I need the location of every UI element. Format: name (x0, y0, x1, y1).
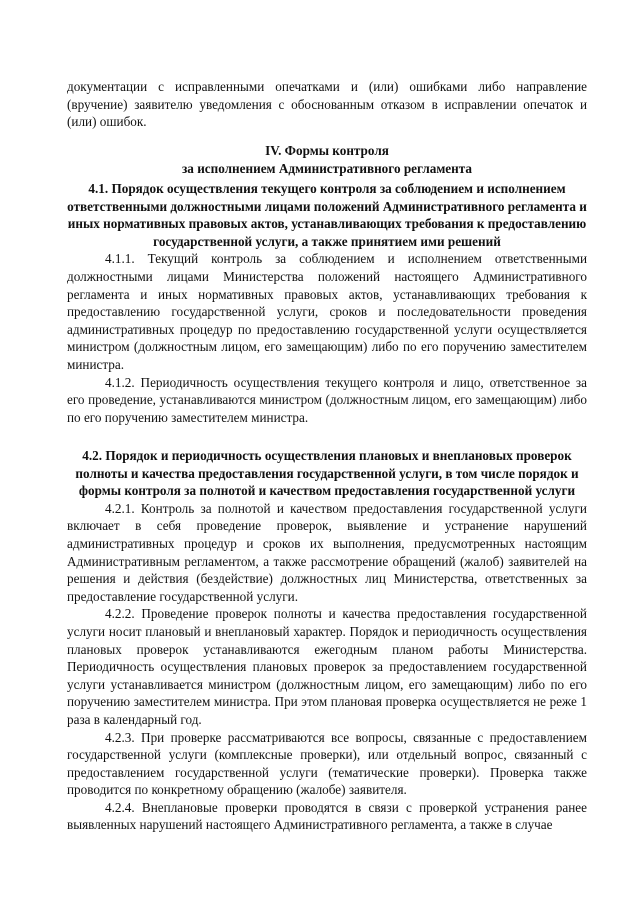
paragraph-4-2-4: 4.2.4. Внеплановые проверки проводятся в связи с проверкой устранения ранее выявленных нарушений настоящего Административного регламента, а также в случае (67, 799, 587, 833)
section-title-line1: IV. Формы контроля (265, 143, 389, 158)
subsection-4-1 (67, 180, 587, 426)
section-title-line2: за исполнением Административного регламента (182, 160, 472, 176)
subsection-4-2 (67, 447, 587, 834)
section-iv-title (67, 142, 587, 177)
subsection-heading: 4.1. Порядок осуществления текущего контроля за соблюдением и исполнением ответственными должностными лицами положений Административного регламента и иных нормативных правовых актов, устанавливающих требования к предоставлению государственной услуги, а также принятием ими решений (67, 181, 587, 249)
paragraph-4-1-2: 4.1.2. Периодичность осуществления текущего контроля и лицо, ответственное за его проведение, устанавливаются министром (должностным лицом, его замещающим) либо по его поручению заместителем министра. (67, 374, 587, 425)
continuation-block (67, 78, 587, 131)
continuation-paragraph: документации с исправленными опечатками и (или) ошибками либо направление (вручение) заявителю уведомления с обоснованным отказом в исправлении опечаток и (или) ошибок. (67, 79, 587, 130)
paragraph-4-2-2: 4.2.2. Проведение проверок полноты и качества предоставления государственной услуги носит плановый и внеплановый характер. Порядок и периодичность осуществления плановых проверок устанавливаются ежегодным планом работы Министерства. Периодичность осуществления плановых проверок за предоставлением государственной услуги устанавливается министром (должностным лицом, его замещающим) либо по его поручению заместителем министра. При этом плановая проверка осуществляется не реже 1 раза в календарный год. (67, 606, 587, 727)
paragraph-4-2-1: 4.2.1. Контроль за полнотой и качеством предоставления государственной услуги включает в себя проведение проверок, выявление и устранение нарушений административных процедур и сроков их выполнения, предусмотренных настоящим Административным регламентом, а также рассмотрение обращений (жалоб) заявителей на решения и действия (бездействие) должностных лиц Министерства, ответственных за предоставление государственной услуги. (67, 500, 587, 604)
paragraph-4-1-1: 4.1.1. Текущий контроль за соблюдением и исполнением ответственными должностными лицами Министерства положений настоящего Административного регламента и иных нормативных правовых актов, устанавливающих требования к предоставлению государственной услуги, сроков и последовательности проведения административных процедур по предоставлению государственной услуги осуществляется министром (должностным лицом, его замещающим) либо по его поручению заместителем министра. (67, 251, 587, 372)
paragraph-4-2-3: 4.2.3. При проверке рассматриваются все вопросы, связанные с предоставлением государственной услуги (комплексные проверки), или отдельный вопрос, связанный с предоставлением государственной услуги (тематические проверки). Проверка также проводится по конкретному обращению (жалобе) заявителя. (67, 729, 587, 798)
subsection-heading: 4.2. Порядок и периодичность осуществления плановых и внеплановых проверок полноты и качества предоставления государственной услуги, в том числе порядок и формы контроля за полнотой и качеством предоставления государственной услуги (75, 448, 579, 499)
